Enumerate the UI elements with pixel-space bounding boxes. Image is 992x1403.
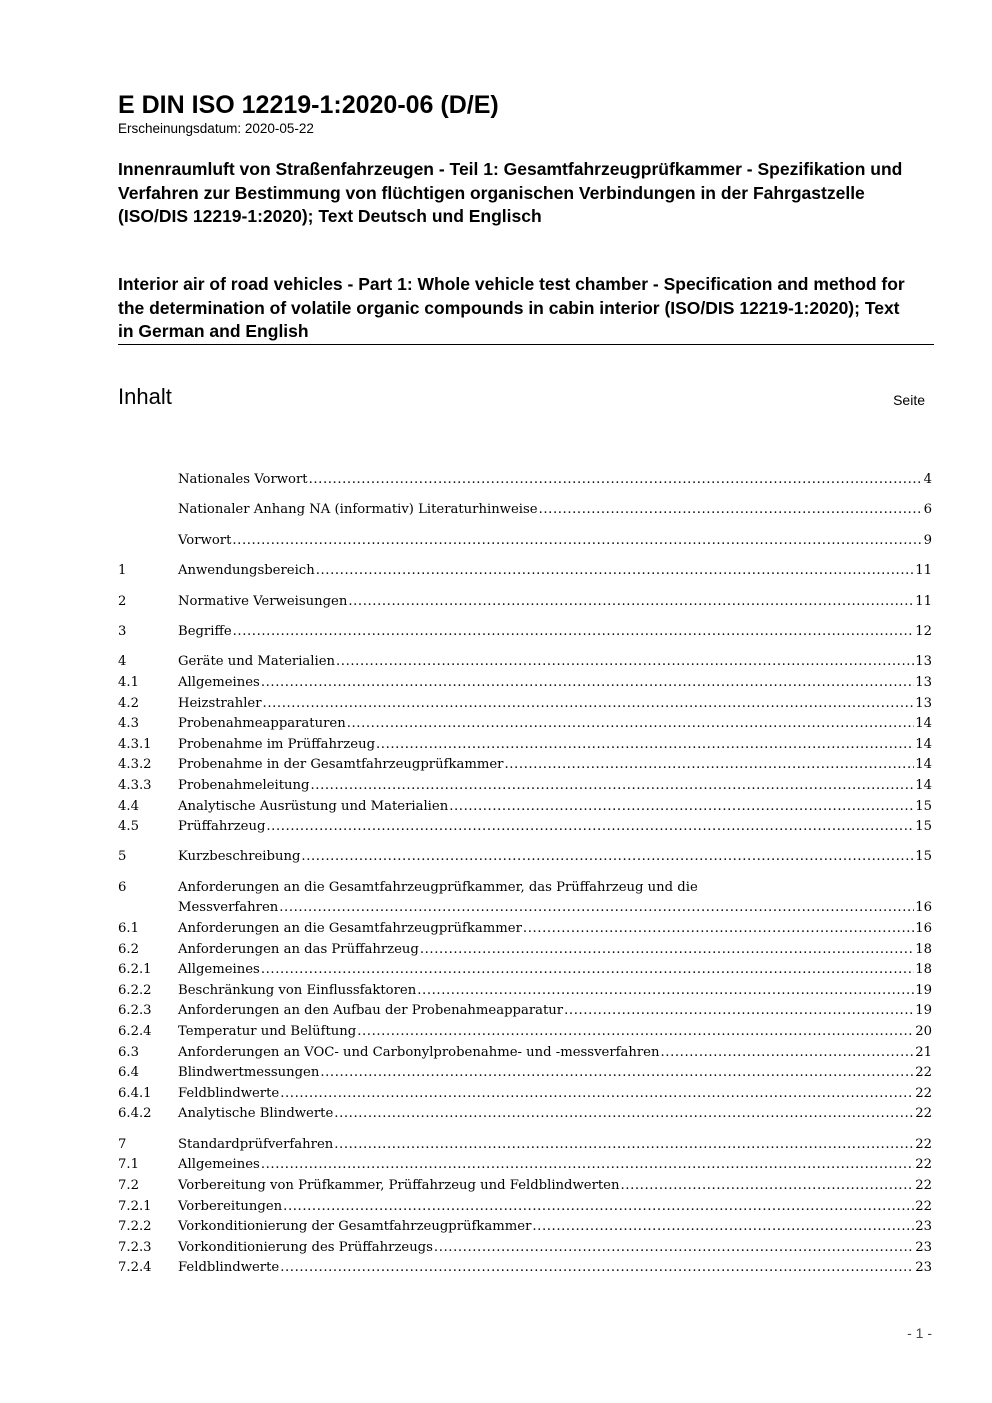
toc-entry-title: Analytische Ausrüstung und Materialien (178, 798, 449, 814)
title-german: Innenraumluft von Straßenfahrzeugen - Teil 1: Gesamtfahrzeugprüfkammer - Spezifikation und Verfahren zur Bestimmung von flüchtigen organischen Verbindungen in der Fahrgastzelle (ISO/DIS 12219-1:2020); Text Deutsch und Englisch (118, 159, 903, 226)
toc-entry[interactable] (118, 755, 932, 776)
toc-entry-page: 16 (915, 900, 932, 916)
toc-entry-title: Probenahme im Prüffahrzeug (178, 736, 376, 752)
toc-leader (564, 1001, 914, 1022)
toc-entry-title: Begriffe (178, 623, 232, 639)
toc-entry-number: 6.1 (118, 921, 139, 937)
toc-entry[interactable] (118, 531, 932, 552)
toc-leader (261, 673, 914, 694)
toc-entry-title: Anforderungen an VOC- und Carbonylprobenahme- und -messverfahren (178, 1044, 660, 1060)
toc-entry[interactable] (118, 776, 932, 797)
toc-entry[interactable] (118, 592, 932, 613)
toc-leader (504, 755, 914, 776)
toc-entry-page: 23 (915, 1219, 932, 1235)
toc-leader (320, 1063, 914, 1084)
toc-entry-number: 4.5 (118, 819, 139, 835)
toc-entry[interactable] (118, 1084, 932, 1105)
toc-entry[interactable] (118, 1217, 932, 1238)
toc-entry-title: Vorkonditionierung des Prüffahrzeugs (178, 1239, 433, 1255)
toc-entry-page: 23 (915, 1260, 932, 1276)
toc-entry-page: 11 (915, 593, 932, 609)
toc-entry-page: 22 (915, 1136, 932, 1152)
toc-entry[interactable] (118, 735, 932, 756)
toc-entry-page: 21 (915, 1044, 932, 1060)
toc-entry-number: 6.2.4 (118, 1024, 152, 1040)
toc-leader (263, 694, 915, 715)
toc-leader (420, 940, 914, 961)
toc-leader (261, 960, 914, 981)
toc-entry-title: Normative Verweisungen (178, 593, 348, 609)
toc-entry[interactable] (118, 714, 932, 735)
toc-leader (309, 470, 923, 491)
toc-entry-number: 7.2.3 (118, 1239, 152, 1255)
toc-entry-number: 6.3 (118, 1044, 139, 1060)
toc-entry-page: 22 (915, 1157, 932, 1173)
toc-leader (233, 622, 915, 643)
toc-entry-title: Kurzbeschreibung (178, 849, 301, 865)
toc-entry-page: 23 (915, 1239, 932, 1255)
toc-entry-page: 15 (915, 849, 932, 865)
toc-entry-page: 22 (915, 1177, 932, 1193)
toc-leader (334, 1104, 914, 1125)
toc-entry[interactable] (118, 673, 932, 694)
toc-heading: Inhalt (118, 384, 172, 409)
toc-leader (334, 1135, 914, 1156)
toc-entry-title: Allgemeines (178, 674, 260, 690)
title-english: Interior air of road vehicles - Part 1: Whole vehicle test chamber - Specification and method for the determination of volatile organic compounds in cabin interior (ISO/DIS 12219-1:2020); Text in German and English (118, 274, 905, 341)
toc-page-label: Seite (893, 392, 925, 408)
toc-entry[interactable] (118, 1176, 932, 1197)
toc-entry-title: Beschränkung von Einflussfaktoren (178, 982, 417, 998)
toc-leader (449, 797, 914, 818)
toc-entry[interactable] (118, 960, 932, 981)
toc-entry-page: 14 (915, 777, 932, 793)
toc-entry-number: 6.4 (118, 1065, 139, 1081)
toc-leader (532, 1217, 914, 1238)
toc-entry-number: 1 (118, 563, 127, 579)
toc-entry-title: Vorbereitungen (178, 1198, 283, 1214)
toc-entry-number: 6.4.1 (118, 1085, 152, 1101)
toc-leader (280, 1084, 914, 1105)
toc-entry[interactable] (118, 561, 932, 582)
toc-entry[interactable] (118, 1043, 932, 1064)
toc-leader (232, 531, 922, 552)
toc-entry-number: 6.4.2 (118, 1106, 152, 1122)
toc-entry-number: 6.2.1 (118, 962, 152, 978)
toc-entry-number: 4.1 (118, 674, 139, 690)
toc-entry-title: Geräte und Materialien (178, 654, 336, 670)
toc-entry-title: Probenahme in der Gesamtfahrzeugprüfkammer (178, 757, 504, 773)
toc-entry-page: 12 (915, 623, 932, 639)
toc-entry-number: 7 (118, 1136, 127, 1152)
toc-entry-page: 14 (915, 716, 932, 732)
toc-entry[interactable] (118, 1155, 932, 1176)
toc-entry[interactable] (118, 919, 932, 940)
toc-entry-page: 15 (915, 819, 932, 835)
page-number: - 1 - (907, 1325, 932, 1341)
toc-leader (620, 1176, 914, 1197)
toc-entry-title: Anforderungen an die Gesamtfahrzeugprüfkammer, das Prüffahrzeug und die (178, 879, 698, 895)
toc-entry-number: 3 (118, 623, 127, 639)
toc-entry-number: 7.2.4 (118, 1260, 152, 1276)
toc-entry-number: 6.2.3 (118, 1003, 152, 1019)
title-divider (118, 344, 934, 345)
toc-leader (261, 1155, 914, 1176)
toc-leader (348, 592, 914, 613)
toc-entry[interactable] (118, 981, 932, 1002)
toc-entry[interactable] (118, 878, 932, 919)
toc-entry-number: 4.3.1 (118, 736, 152, 752)
toc-entry-title: Feldblindwerte (178, 1085, 280, 1101)
toc-entry-page: 13 (915, 654, 932, 670)
publication-date: Erscheinungsdatum: 2020-05-22 (118, 121, 314, 136)
toc-entry-title: Feldblindwerte (178, 1260, 280, 1276)
toc-entry-title: Anwendungsbereich (178, 563, 315, 579)
toc-leader (336, 652, 914, 673)
toc-entry-page: 4 (923, 472, 932, 487)
document-id: E DIN ISO 12219-1:2020-06 (D/E) (118, 91, 499, 119)
toc-leader (417, 981, 914, 1002)
toc-entry-title: Probenahmeleitung (178, 777, 310, 793)
toc-entry-page: 13 (915, 674, 932, 690)
toc-entry-title: Blindwertmessungen (178, 1065, 320, 1081)
toc-entry-title: Prüffahrzeug (178, 819, 266, 835)
toc-entry-number: 6.2.2 (118, 982, 152, 998)
toc-entry[interactable] (118, 847, 932, 868)
toc-leader (539, 500, 923, 521)
toc-entry-number: 4.3.3 (118, 777, 152, 793)
toc-entry[interactable] (118, 797, 932, 818)
toc-entry-page: 15 (915, 798, 932, 814)
toc-entry-title: Standardprüfverfahren (178, 1136, 334, 1152)
toc-leader (523, 919, 914, 940)
toc-entry-number: 7.1 (118, 1157, 139, 1173)
toc-entry-number: 7.2.2 (118, 1219, 152, 1235)
toc-entry[interactable] (118, 940, 932, 961)
toc-entry-number: 6 (118, 879, 127, 895)
toc-leader (301, 847, 914, 868)
toc-entry-page: 11 (915, 563, 932, 579)
toc-entry[interactable] (118, 1063, 932, 1084)
toc-entry-page: 14 (915, 736, 932, 752)
toc-entry-title: Probenahmeapparaturen (178, 716, 346, 732)
toc-entry-title: Heizstrahler (178, 695, 262, 711)
toc-leader (347, 714, 915, 735)
toc-entry-title: Anforderungen an die Gesamtfahrzeugprüfkammer (178, 921, 522, 937)
toc-entry-page: 18 (915, 962, 932, 978)
toc-leader (434, 1238, 914, 1259)
toc-leader (283, 1197, 914, 1218)
toc-entry-number: 4 (118, 654, 127, 670)
toc-entry[interactable] (118, 1238, 932, 1259)
toc-entry[interactable] (118, 817, 932, 838)
toc-entry-number: 7.2 (118, 1177, 139, 1193)
toc-entry-page: 19 (915, 1003, 932, 1019)
toc-entry-page: 16 (915, 921, 932, 937)
toc-entry[interactable] (118, 470, 932, 491)
toc-entry-title-continued: Messverfahren (178, 900, 279, 916)
toc-entry-page: 18 (915, 941, 932, 957)
toc-entry-number: 4.4 (118, 798, 139, 814)
toc-entry-page: 9 (923, 532, 932, 548)
toc-entry-number: 5 (118, 849, 127, 865)
toc-entry-number: 2 (118, 593, 127, 609)
toc-leader (279, 898, 914, 919)
toc-entry-title: Vorwort (178, 532, 232, 548)
toc-entry-page: 22 (915, 1106, 932, 1122)
table-of-contents (118, 470, 932, 1279)
toc-entry[interactable] (118, 1104, 932, 1125)
toc-entry[interactable] (118, 1135, 932, 1156)
toc-entry[interactable] (118, 500, 932, 521)
toc-entry-number: 6.2 (118, 941, 139, 957)
toc-entry-title: Nationaler Anhang NA (informativ) Literaturhinweise (178, 502, 538, 518)
toc-entry[interactable] (118, 694, 932, 715)
toc-entry-page: 22 (915, 1065, 932, 1081)
toc-entry-number: 4.3.2 (118, 757, 152, 773)
toc-entry-page: 6 (923, 502, 932, 518)
toc-leader (316, 561, 915, 582)
toc-leader (311, 776, 915, 797)
toc-entry[interactable] (118, 652, 932, 673)
toc-entry[interactable] (118, 1197, 932, 1218)
toc-entry-title: Nationales Vorwort (178, 472, 308, 487)
toc-entry-page: 19 (915, 982, 932, 998)
toc-leader (660, 1043, 914, 1064)
toc-entry[interactable] (118, 622, 932, 643)
toc-entry-title: Analytische Blindwerte (178, 1106, 334, 1122)
toc-entry[interactable] (118, 1022, 932, 1043)
toc-entry-title: Vorkonditionierung der Gesamtfahrzeugprüfkammer (178, 1219, 532, 1235)
toc-entry-number: 4.3 (118, 716, 139, 732)
toc-entry-page: 22 (915, 1085, 932, 1101)
toc-leader (357, 1022, 914, 1043)
toc-entry-title: Allgemeines (178, 1157, 260, 1173)
toc-entry-page: 20 (915, 1024, 932, 1040)
toc-entry-title: Anforderungen an den Aufbau der Probenahmeapparatur (178, 1003, 564, 1019)
toc-entry-title: Temperatur und Belüftung (178, 1024, 357, 1040)
toc-leader (266, 817, 914, 838)
toc-entry-page: 13 (915, 695, 932, 711)
toc-entry-page: 14 (915, 757, 932, 773)
toc-entry-page: 22 (915, 1198, 932, 1214)
toc-entry[interactable] (118, 1001, 932, 1022)
toc-entry[interactable] (118, 1258, 932, 1279)
toc-leader (280, 1258, 914, 1279)
toc-entry-number: 4.2 (118, 695, 139, 711)
toc-entry-number: 7.2.1 (118, 1198, 152, 1214)
toc-entry-title: Vorbereitung von Prüfkammer, Prüffahrzeug und Feldblindwerten (178, 1177, 620, 1193)
toc-leader (376, 735, 914, 756)
toc-entry-title: Allgemeines (178, 962, 260, 978)
toc-entry-title: Anforderungen an das Prüffahrzeug (178, 941, 419, 957)
